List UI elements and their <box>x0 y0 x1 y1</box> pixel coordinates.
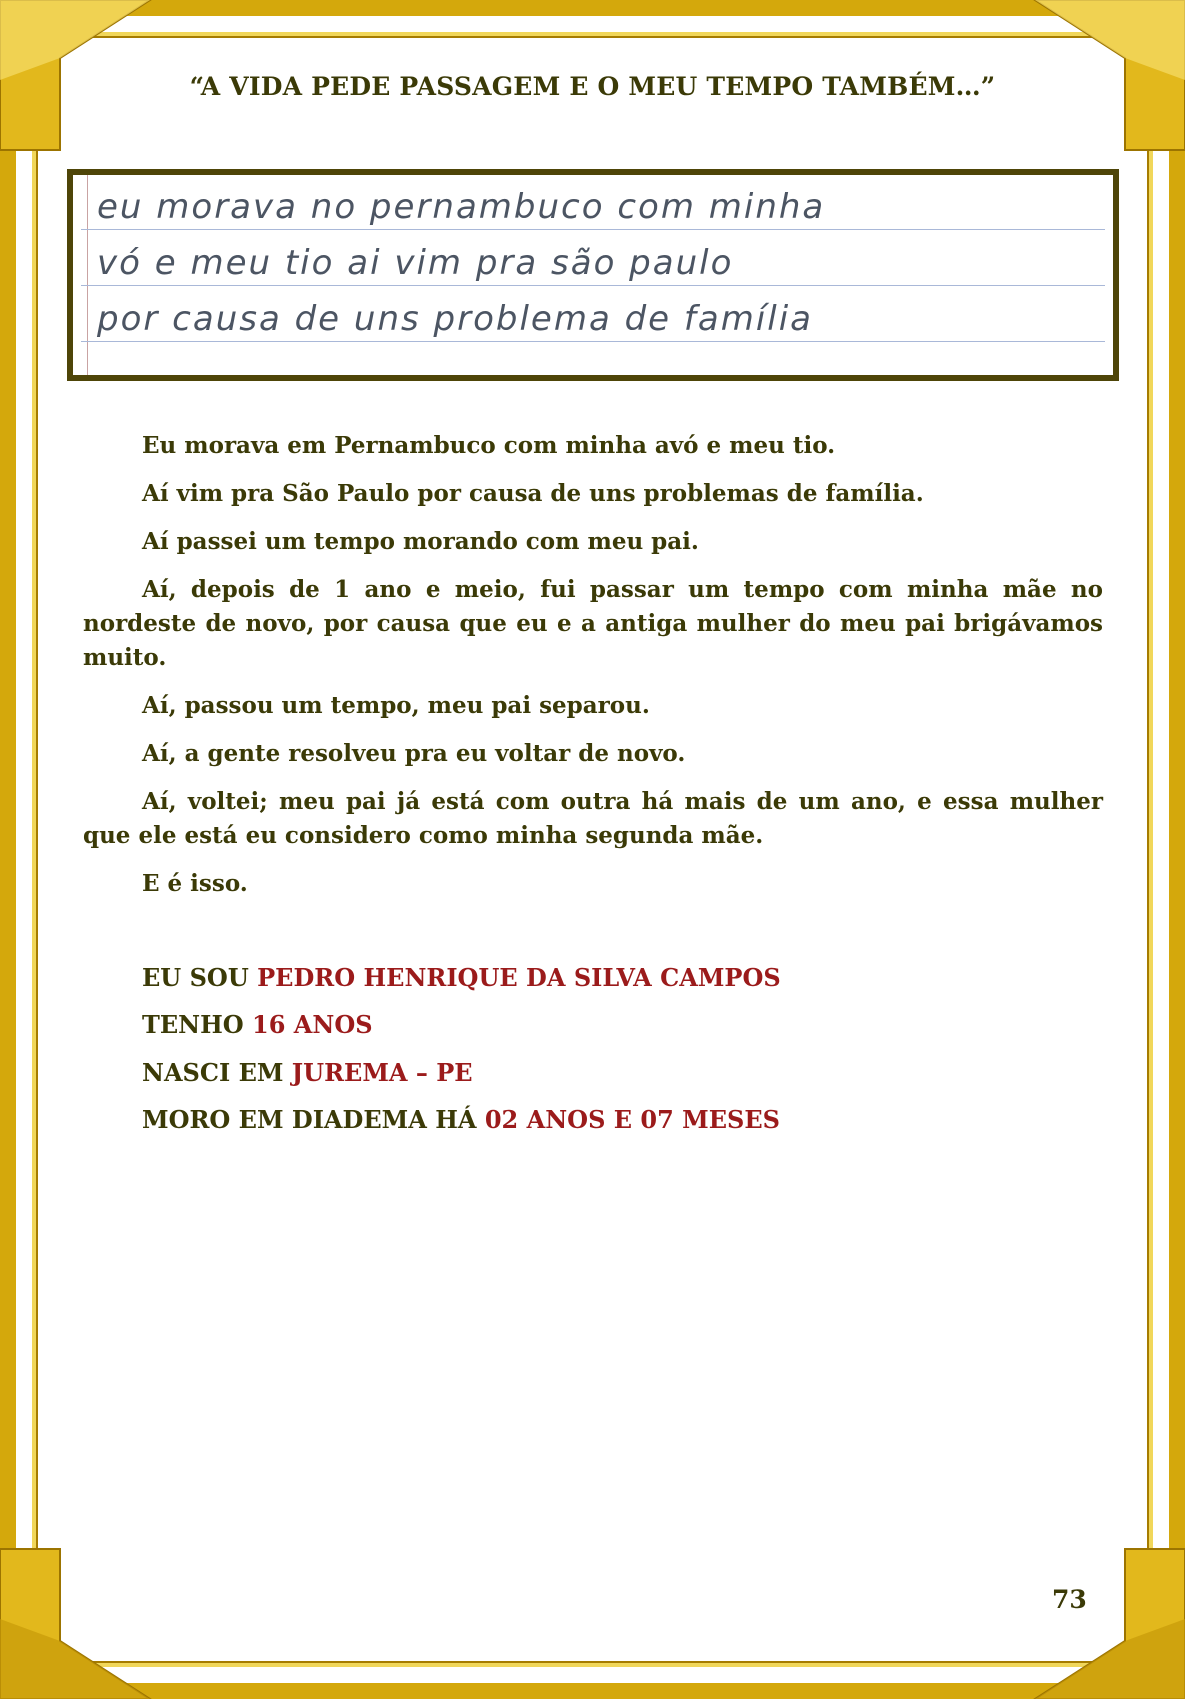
story-paragraph: Aí, passou um tempo, meu pai separou. <box>142 692 650 719</box>
corner-bottom-right-highlight <box>1035 1619 1185 1699</box>
corner-top-left-highlight <box>0 0 150 80</box>
story-paragraph: Aí, a gente resolveu pra eu voltar de novo. <box>142 740 686 767</box>
handwritten-line: por causa de uns problema de família <box>97 299 814 339</box>
corner-bottom-left-highlight <box>0 1619 150 1699</box>
author-age-value: 16 ANOS <box>252 1010 373 1039</box>
notebook-margin-line <box>87 175 88 375</box>
author-name-line <box>142 963 781 992</box>
author-birthplace-line <box>142 1058 473 1087</box>
author-residence-line <box>142 1105 780 1134</box>
author-age-line <box>142 1010 373 1039</box>
author-age-label: TENHO <box>142 1010 253 1039</box>
story-paragraph: Aí passei um tempo morando com meu pai. <box>142 528 699 555</box>
story-paragraph: Aí, depois de 1 ano e meio, fui passar um tempo com minha mãe no nordeste de novo, por causa que eu e a antiga mulher do meu pai brigávamos muito. <box>83 576 1103 671</box>
page-number: 73 <box>1052 1585 1087 1614</box>
author-name-value: PEDRO HENRIQUE DA SILVA CAMPOS <box>257 963 781 992</box>
story-paragraph: Aí vim pra São Paulo por causa de uns problemas de família. <box>142 480 924 507</box>
author-name-label: EU SOU <box>142 963 258 992</box>
notebook-rule <box>81 285 1105 286</box>
story-paragraph: E é isso. <box>142 870 248 897</box>
author-birthplace-label: NASCI EM <box>142 1058 292 1087</box>
author-birthplace-value: JUREMA – PE <box>291 1058 473 1087</box>
notebook-rule <box>81 229 1105 230</box>
author-residence-value: 02 ANOS E 07 MESES <box>484 1105 780 1134</box>
author-residence-label: MORO EM DIADEMA HÁ <box>142 1105 485 1134</box>
story-paragraph: Eu morava em Pernambuco com minha avó e meu tio. <box>142 432 836 459</box>
story-text <box>83 429 1103 901</box>
page-title: “A VIDA PEDE PASSAGEM E O MEU TEMPO TAMBÉM…” <box>189 72 996 101</box>
notebook-rule <box>81 341 1105 342</box>
corner-top-right-highlight <box>1035 0 1185 80</box>
handwritten-sample-box <box>67 169 1119 381</box>
story-paragraph: Aí, voltei; meu pai já está com outra há mais de um ano, e essa mulher que ele está eu considero como minha segunda mãe. <box>83 788 1103 849</box>
handwritten-line: vó e meu tio ai vim pra são paulo <box>97 243 734 283</box>
handwritten-line: eu morava no pernambuco com minha <box>97 187 826 227</box>
